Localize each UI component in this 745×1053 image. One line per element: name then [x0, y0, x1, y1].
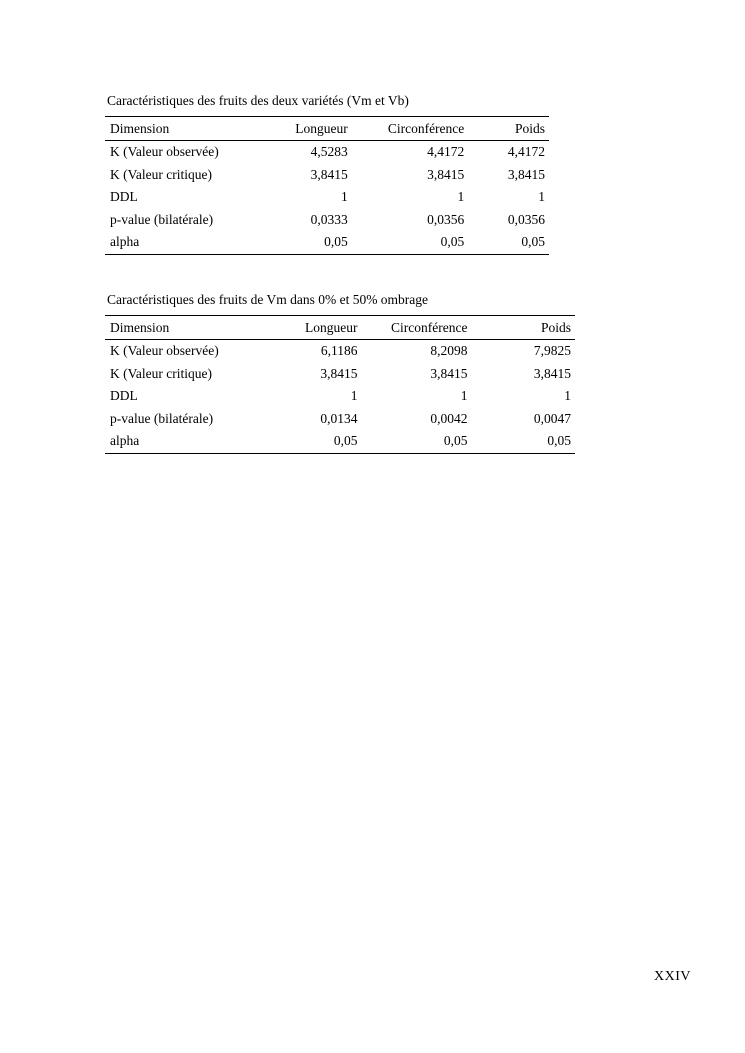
cell-circonference: 3,8415	[427, 166, 465, 182]
cell-longueur: 6,1186	[320, 343, 358, 359]
table2-header-poids: Poids	[472, 316, 576, 340]
table-row	[105, 141, 549, 164]
cell-poids: 1	[564, 388, 571, 404]
table2-header-longueur: Longueur	[265, 316, 361, 340]
table-row	[105, 164, 549, 187]
cell-longueur: 4,5283	[310, 144, 348, 160]
table-row	[105, 385, 575, 408]
cell-poids: 7,9825	[533, 343, 571, 359]
row-label: alpha	[105, 430, 265, 453]
table-row	[105, 186, 549, 209]
cell-circonference: 8,2098	[430, 343, 468, 359]
cell-poids: 0,05	[468, 231, 549, 254]
table1-header-dimension: Dimension	[105, 117, 264, 141]
row-label: p-value (bilatérale)	[110, 410, 214, 426]
table1-header-longueur: Longueur	[264, 117, 352, 141]
table2	[105, 315, 575, 454]
row-label: DDL	[110, 189, 138, 205]
table-row	[105, 209, 549, 232]
row-label: K (Valeur critique)	[110, 365, 212, 381]
table2-header-dimension: Dimension	[105, 316, 265, 340]
table2-header-row	[105, 316, 575, 340]
cell-longueur: 0,05	[265, 430, 361, 453]
row-label: K (Valeur observée)	[110, 144, 219, 160]
row-label: DDL	[110, 388, 138, 404]
table1	[105, 116, 549, 255]
row-label: alpha	[105, 231, 264, 254]
cell-longueur: 3,8415	[310, 166, 348, 182]
cell-poids: 0,0047	[533, 410, 571, 426]
cell-longueur: 0,0333	[310, 211, 348, 227]
cell-longueur: 0,0134	[320, 410, 358, 426]
row-label: p-value (bilatérale)	[110, 211, 214, 227]
cell-longueur: 3,8415	[320, 365, 358, 381]
cell-longueur: 1	[341, 189, 348, 205]
cell-circonference: 0,0356	[427, 211, 465, 227]
table-row	[105, 363, 575, 386]
table-row	[105, 340, 575, 363]
cell-circonference: 0,0042	[430, 410, 468, 426]
table2-caption: Caractéristiques des fruits de Vm dans 0% et 50% ombrage	[107, 292, 429, 307]
table-row	[105, 408, 575, 431]
table1-caption: Caractéristiques des fruits des deux variétés (Vm et Vb)	[107, 93, 409, 108]
page-number: XXIV	[654, 969, 691, 984]
table-row	[105, 231, 549, 254]
cell-circonference: 1	[457, 189, 465, 205]
cell-poids: 1	[538, 189, 545, 205]
table-row	[105, 430, 575, 453]
table2-header-circonference: Circonférence	[361, 316, 471, 340]
table1-header-row	[105, 117, 549, 141]
cell-circonference: 3,8415	[430, 365, 468, 381]
cell-poids: 0,05	[472, 430, 576, 453]
cell-longueur: 0,05	[264, 231, 352, 254]
cell-poids: 4,4172	[507, 144, 545, 160]
cell-circonference: 0,05	[352, 231, 469, 254]
cell-longueur: 1	[350, 388, 358, 404]
cell-circonference: 4,4172	[427, 144, 465, 160]
table1-header-poids: Poids	[468, 117, 549, 141]
row-label: K (Valeur observée)	[110, 343, 219, 359]
cell-circonference: 0,05	[361, 430, 471, 453]
row-label: K (Valeur critique)	[110, 166, 212, 182]
cell-poids: 3,8415	[507, 166, 545, 182]
cell-poids: 0,0356	[507, 211, 545, 227]
cell-poids: 3,8415	[533, 365, 571, 381]
table1-header-circonference: Circonférence	[352, 117, 469, 141]
cell-circonference: 1	[460, 388, 468, 404]
